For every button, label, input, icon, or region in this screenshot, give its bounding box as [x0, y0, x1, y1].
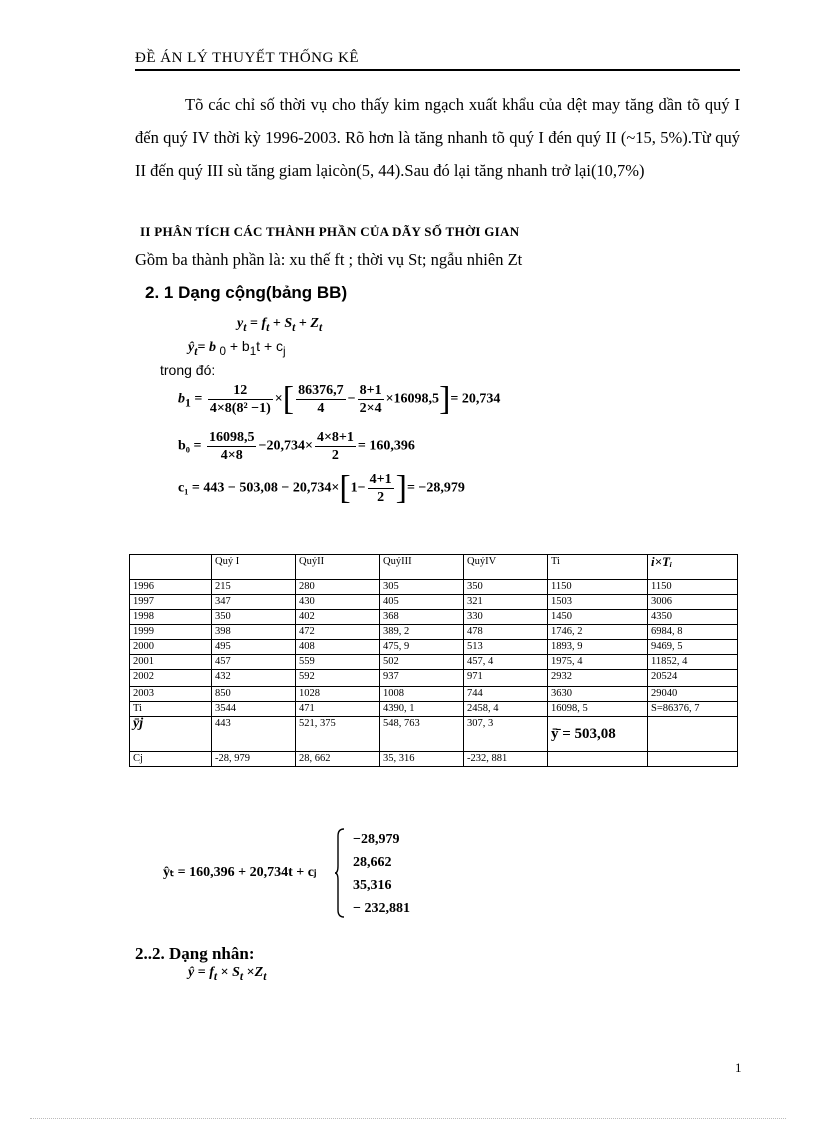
- table-cell: 330: [464, 610, 548, 625]
- table-cell: 11852, 4: [648, 655, 738, 670]
- table-cell: 521, 375: [296, 717, 380, 752]
- table-row: [130, 595, 738, 610]
- section-body: Gồm ba thành phần là: xu thế ft ; thời vụ St; ngẫu nhiên Zt: [135, 250, 523, 269]
- table-cell: 2003: [130, 687, 212, 702]
- table-cell: 280: [296, 580, 380, 595]
- table-cell: 1999: [130, 625, 212, 640]
- table-cell: 215: [212, 580, 296, 595]
- case-value: − 232,881: [353, 901, 410, 916]
- table-cell: 321: [464, 595, 548, 610]
- table-cell: 2458, 4: [464, 702, 548, 717]
- table-cell: 408: [296, 640, 380, 655]
- table-cell: 1008: [380, 687, 464, 702]
- b0-lhs: b₀ =: [178, 438, 202, 454]
- subsection-2-heading: 2..2. Dạng nhân:: [135, 944, 255, 963]
- table-cell: i×Tᵢ: [648, 555, 738, 580]
- header-rule: [135, 69, 740, 71]
- table-cell: 402: [296, 610, 380, 625]
- table-cell: 1997: [130, 595, 212, 610]
- table-row: [130, 670, 738, 687]
- table-cell: 1998: [130, 610, 212, 625]
- table-cell: 6984, 8: [648, 625, 738, 640]
- table-cell: 350: [464, 580, 548, 595]
- equation-b1: $b_1$ = $\frac{12}{\text{4×8(8² −1)}}$ ×[ $\frac{86376,7}{4}$ − $\frac{8+1}{2\times 4}$ ×16098,5]= 20,734: [178, 380, 501, 418]
- b1-tail: ×16098,5: [385, 391, 440, 407]
- table-cell: 3630: [548, 687, 648, 702]
- table-row: [130, 702, 738, 717]
- table-cell: [648, 752, 738, 767]
- page-header: ĐỀ ÁN LÝ THUYẾT THỐNG KÊ: [135, 50, 360, 66]
- table-cell: 347: [212, 595, 296, 610]
- case-value: 28,662: [353, 855, 392, 870]
- b1-frac1-den: 4×8(8² −1): [209, 401, 271, 416]
- table-cell: Cj: [130, 752, 212, 767]
- table-cell: 1975, 4: [548, 655, 648, 670]
- table-cell: 937: [380, 670, 464, 687]
- b1-frac2-den: 4: [317, 401, 325, 416]
- b1-frac2-num: 86376,7: [298, 383, 344, 398]
- seasonal-data-table: [129, 554, 738, 767]
- table-cell: -28, 979: [212, 752, 296, 767]
- table-cell: 2000: [130, 640, 212, 655]
- table-row: [130, 655, 738, 670]
- table-row: [130, 625, 738, 640]
- table-cell: 4390, 1: [380, 702, 464, 717]
- case-value: −28,979: [353, 832, 400, 847]
- equation-c1: c₁ = 443 − 503,08 − 20,734×[1− $\frac{4+1}{2}$ ]= −28,979: [178, 469, 465, 507]
- table-cell: 432: [212, 670, 296, 687]
- case-value: 35,316: [353, 878, 392, 893]
- table-cell: 29040: [648, 687, 738, 702]
- table-cell: 457, 4: [464, 655, 548, 670]
- b0-frac2-num: 4×8+1: [316, 430, 354, 445]
- equation-estimate: $ŷ_t= b$ $_0 + b_1t + c_j$: [188, 338, 286, 358]
- table-cell: 389, 2: [380, 625, 464, 640]
- table-cell: 3544: [212, 702, 296, 717]
- b1-result: = 20,734: [450, 391, 501, 407]
- table-cell: 1893, 9: [548, 640, 648, 655]
- equation-additive-model: $y_t = f_t + S_t + Z_t$: [237, 316, 323, 334]
- page-number: 1: [735, 1060, 742, 1075]
- equation-multiplicative-model: ŷ = $f_t \times S_t \times Z_t$: [188, 965, 267, 983]
- table-cell: Ti: [130, 702, 212, 717]
- table-cell: 1150: [548, 580, 648, 595]
- b0-mid: −20,734×: [258, 438, 313, 454]
- table-cell: 28, 662: [296, 752, 380, 767]
- c1-frac-den: 2: [377, 490, 385, 505]
- intro-paragraph: [135, 88, 740, 187]
- table-cell: 1996: [130, 580, 212, 595]
- table-row-cj: [130, 752, 738, 767]
- table-cell: 350: [212, 610, 296, 625]
- table-cell: 513: [464, 640, 548, 655]
- table-row: [130, 580, 738, 595]
- table-cell: 471: [296, 702, 380, 717]
- bottom-dotted-rule: [30, 1118, 786, 1119]
- table-cell: 405: [380, 595, 464, 610]
- table-cell: 3006: [648, 595, 738, 610]
- table-cell: 1503: [548, 595, 648, 610]
- table-row: [130, 687, 738, 702]
- table-cell: 368: [380, 610, 464, 625]
- table-cell: 443: [212, 717, 296, 752]
- table-cell: 971: [464, 670, 548, 687]
- table-cell: 16098, 5: [548, 702, 648, 717]
- table-cell: Quý I: [212, 555, 296, 580]
- c1-frac-num: 4+1: [369, 472, 392, 487]
- table-cell: 9469, 5: [648, 640, 738, 655]
- table-cell: 559: [296, 655, 380, 670]
- b1-frac3-den: 2×4: [359, 401, 382, 416]
- table-cell: 2001: [130, 655, 212, 670]
- table-cell: 20524: [648, 670, 738, 687]
- table-cell: 495: [212, 640, 296, 655]
- system-lhs: ŷₜ = 160,396 + 20,734t + cⱼ: [163, 865, 317, 880]
- table-row-mean: [130, 717, 738, 752]
- b1-frac3-num: 8+1: [359, 383, 382, 398]
- table-cell: 2932: [548, 670, 648, 687]
- table-cell: S=86376, 7: [648, 702, 738, 717]
- table-cell: 592: [296, 670, 380, 687]
- table-cell: 4350: [648, 610, 738, 625]
- table-cell: 430: [296, 595, 380, 610]
- table-cell: 2002: [130, 670, 212, 687]
- table-cell: 502: [380, 655, 464, 670]
- intro-text: Tõ các chỉ số thời vụ cho thấy kim ngạch xuất khẩu của dệt may tăng dần tõ quý I đến quý IV thời kỳ 1996-2003. Rõ hơn là tăng nhanh tõ quý I đén quý II (~15, 5%).Từ quý II đến quý III sù tăng giam lạicòn(5, 44).Sau đó lại tăng nhanh trở lại(10,7%): [135, 95, 740, 180]
- c1-one: 1−: [350, 480, 366, 496]
- left-brace-icon: [335, 828, 345, 918]
- table-cell: 1150: [648, 580, 738, 595]
- table-cell: [130, 555, 212, 580]
- c1-lhs: c₁ = 443 − 503,08 − 20,734×: [178, 480, 340, 496]
- table-cell: 305: [380, 580, 464, 595]
- table-cell: Ti: [548, 555, 648, 580]
- grand-mean: ȳ̄ = 503,08: [548, 717, 648, 752]
- table-cell: QuýII: [296, 555, 380, 580]
- table-cell: [648, 717, 738, 752]
- b0-result: = 160,396: [357, 438, 415, 454]
- table-cell: 1450: [548, 610, 648, 625]
- equation-b0: [178, 429, 415, 464]
- table-cell: 1746, 2: [548, 625, 648, 640]
- c1-result: = −28,979: [406, 480, 465, 496]
- table-cell: [548, 752, 648, 767]
- trong-do-label: trong đó:: [160, 362, 216, 378]
- section-heading: II PHÂN TÍCH CÁC THÀNH PHẦN CỦA DÃY SỐ THỜI GIAN: [140, 224, 520, 239]
- b1-frac1-num: 12: [208, 382, 273, 400]
- table-row: [130, 610, 738, 625]
- table-header-row: [130, 555, 738, 580]
- mean-label: ȳj: [130, 717, 212, 752]
- b0-frac1-num: 16098,5: [208, 430, 255, 445]
- table-cell: 850: [212, 687, 296, 702]
- table-cell: QuýIII: [380, 555, 464, 580]
- subsection-1-heading: 2. 1 Dạng cộng(bảng BB): [145, 283, 348, 302]
- table-cell: 398: [212, 625, 296, 640]
- table-cell: 35, 316: [380, 752, 464, 767]
- table-cell: 457: [212, 655, 296, 670]
- table-cell: 1028: [296, 687, 380, 702]
- table-row: [130, 640, 738, 655]
- table-cell: 744: [464, 687, 548, 702]
- b0-frac1-den: 4×8: [220, 448, 243, 463]
- table-cell: 475, 9: [380, 640, 464, 655]
- table-cell: 478: [464, 625, 548, 640]
- table-cell: 307, 3: [464, 717, 548, 752]
- table-cell: 472: [296, 625, 380, 640]
- b0-frac2-den: 2: [331, 448, 339, 463]
- table-cell: QuýIV: [464, 555, 548, 580]
- table-cell: 548, 763: [380, 717, 464, 752]
- table-cell: -232, 881: [464, 752, 548, 767]
